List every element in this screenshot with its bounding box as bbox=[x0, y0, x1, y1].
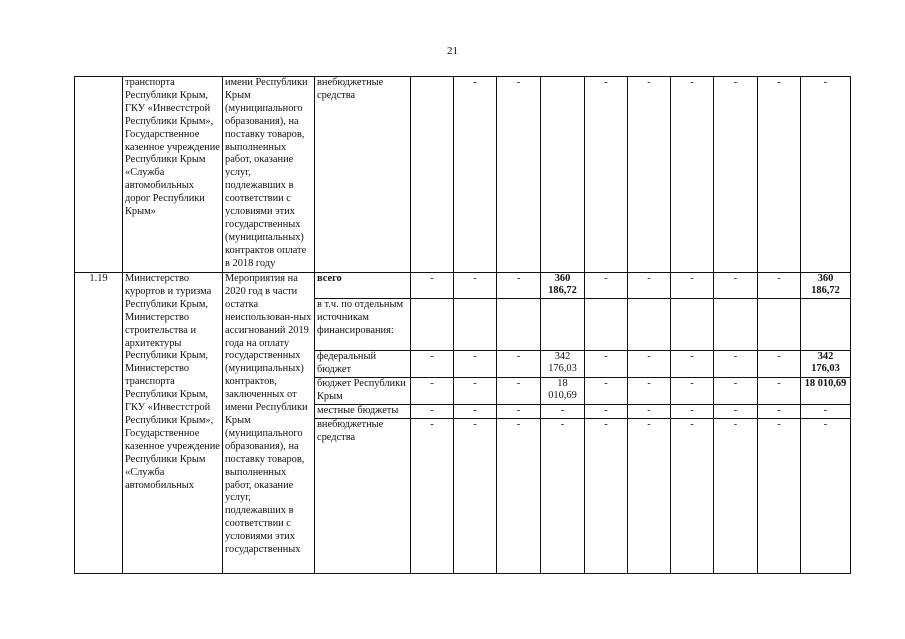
value-cell: - bbox=[758, 77, 801, 273]
table-row bbox=[75, 273, 851, 299]
total-cell: 360 186,72 bbox=[801, 273, 851, 299]
page-number: 21 bbox=[447, 45, 458, 57]
value-cell: - bbox=[585, 377, 628, 404]
performer-cell: транспорта Республики Крым, ГКУ «Инвестстрой Республики Крым», Государственное казенное учреждение Республики Крым «Служба автомобильных дорог Республики Крым» bbox=[123, 77, 223, 273]
measure-cell: имени Республики Крым (муниципального образования), на поставку товаров, выполненных работ, оказание услуг, подлежавших в соответствии с условиями этих государственных (муниципальных) контрактов оплате в 2018 году bbox=[223, 77, 315, 273]
value-cell bbox=[801, 299, 851, 351]
table-row bbox=[75, 77, 851, 273]
value-cell: - bbox=[801, 77, 851, 273]
value-cell: - bbox=[671, 377, 714, 404]
value-cell: - bbox=[454, 377, 497, 404]
value-cell: - bbox=[671, 404, 714, 418]
value-cell: - bbox=[714, 273, 758, 299]
value-cell: - bbox=[628, 418, 671, 573]
value-cell bbox=[411, 77, 454, 273]
source-cell: местные бюджеты bbox=[315, 404, 411, 418]
financing-table bbox=[74, 76, 851, 574]
value-cell: - bbox=[671, 418, 714, 573]
value-cell: - bbox=[714, 351, 758, 378]
source-cell: внебюджетные средства bbox=[315, 418, 411, 573]
value-cell: - bbox=[497, 418, 541, 573]
value-cell: - bbox=[411, 404, 454, 418]
value-cell: - bbox=[671, 77, 714, 273]
value-cell: - bbox=[585, 77, 628, 273]
value-cell: - bbox=[454, 273, 497, 299]
value-cell bbox=[714, 299, 758, 351]
value-cell: - bbox=[454, 404, 497, 418]
total-cell: 18 010,69 bbox=[801, 377, 851, 404]
value-cell: - bbox=[454, 418, 497, 573]
value-cell bbox=[541, 299, 585, 351]
total-cell: - bbox=[801, 418, 851, 573]
value-cell: - bbox=[497, 77, 541, 273]
source-cell: в т.ч. по отдельным источникам финансирования: bbox=[315, 299, 411, 351]
value-cell: - bbox=[411, 351, 454, 378]
value-cell bbox=[411, 299, 454, 351]
value-cell: - bbox=[541, 404, 585, 418]
value-cell: - bbox=[671, 351, 714, 378]
value-cell bbox=[758, 299, 801, 351]
index-cell: 1.19 bbox=[75, 273, 123, 574]
performer-cell: Министерство курортов и туризма Республики Крым, Министерство строительства и архитектуры Республики Крым, Министерство транспорта Республики Крым, ГКУ «Инвестстрой Республики Крым», Государственное казенное учреждение Республики Крым «Служба автомобильных bbox=[123, 273, 223, 574]
value-cell: - bbox=[585, 404, 628, 418]
value-cell bbox=[585, 299, 628, 351]
value-cell: - bbox=[628, 351, 671, 378]
value-cell: - bbox=[758, 273, 801, 299]
value-cell: - bbox=[628, 377, 671, 404]
value-cell: - bbox=[758, 404, 801, 418]
value-cell: - bbox=[714, 418, 758, 573]
value-cell bbox=[671, 299, 714, 351]
source-cell: бюджет Республики Крым bbox=[315, 377, 411, 404]
total-cell: 342 176,03 bbox=[801, 351, 851, 378]
value-cell bbox=[497, 299, 541, 351]
value-cell: - bbox=[411, 273, 454, 299]
value-cell: - bbox=[411, 377, 454, 404]
value-cell: - bbox=[497, 377, 541, 404]
value-cell: - bbox=[541, 418, 585, 573]
value-cell: - bbox=[628, 273, 671, 299]
value-cell: - bbox=[628, 404, 671, 418]
value-cell: - bbox=[585, 418, 628, 573]
source-cell: федеральный бюджет bbox=[315, 351, 411, 378]
value-cell: - bbox=[714, 404, 758, 418]
measure-cell: Мероприятия на 2020 год в части остатка неиспользован-ных ассигнований 2019 года на оплату государственных (муниципальных) контрактов, заключенных от имени Республики Крым (муниципального образования), на поставку товаров, выполненных работ, оказание услуг, подлежавших в соответствии с условиями этих государственных bbox=[223, 273, 315, 574]
value-cell bbox=[454, 299, 497, 351]
value-cell: - bbox=[497, 351, 541, 378]
value-cell: - bbox=[454, 77, 497, 273]
value-cell bbox=[541, 77, 585, 273]
source-cell: внебюджетные средства bbox=[315, 77, 411, 273]
value-cell: - bbox=[758, 377, 801, 404]
value-cell: - bbox=[628, 77, 671, 273]
value-cell: 18 010,69 bbox=[541, 377, 585, 404]
value-cell: - bbox=[497, 404, 541, 418]
value-cell: - bbox=[497, 273, 541, 299]
value-cell: - bbox=[714, 377, 758, 404]
value-cell: 342 176,03 bbox=[541, 351, 585, 378]
index-cell bbox=[75, 77, 123, 273]
value-cell: - bbox=[411, 418, 454, 573]
value-cell: - bbox=[714, 77, 758, 273]
total-cell: - bbox=[801, 404, 851, 418]
source-cell: всего bbox=[315, 273, 411, 299]
value-cell: - bbox=[454, 351, 497, 378]
value-cell: - bbox=[671, 273, 714, 299]
value-cell: - bbox=[585, 351, 628, 378]
value-cell bbox=[628, 299, 671, 351]
value-cell: - bbox=[585, 273, 628, 299]
value-cell: 360 186,72 bbox=[541, 273, 585, 299]
value-cell: - bbox=[758, 418, 801, 573]
value-cell: - bbox=[758, 351, 801, 378]
